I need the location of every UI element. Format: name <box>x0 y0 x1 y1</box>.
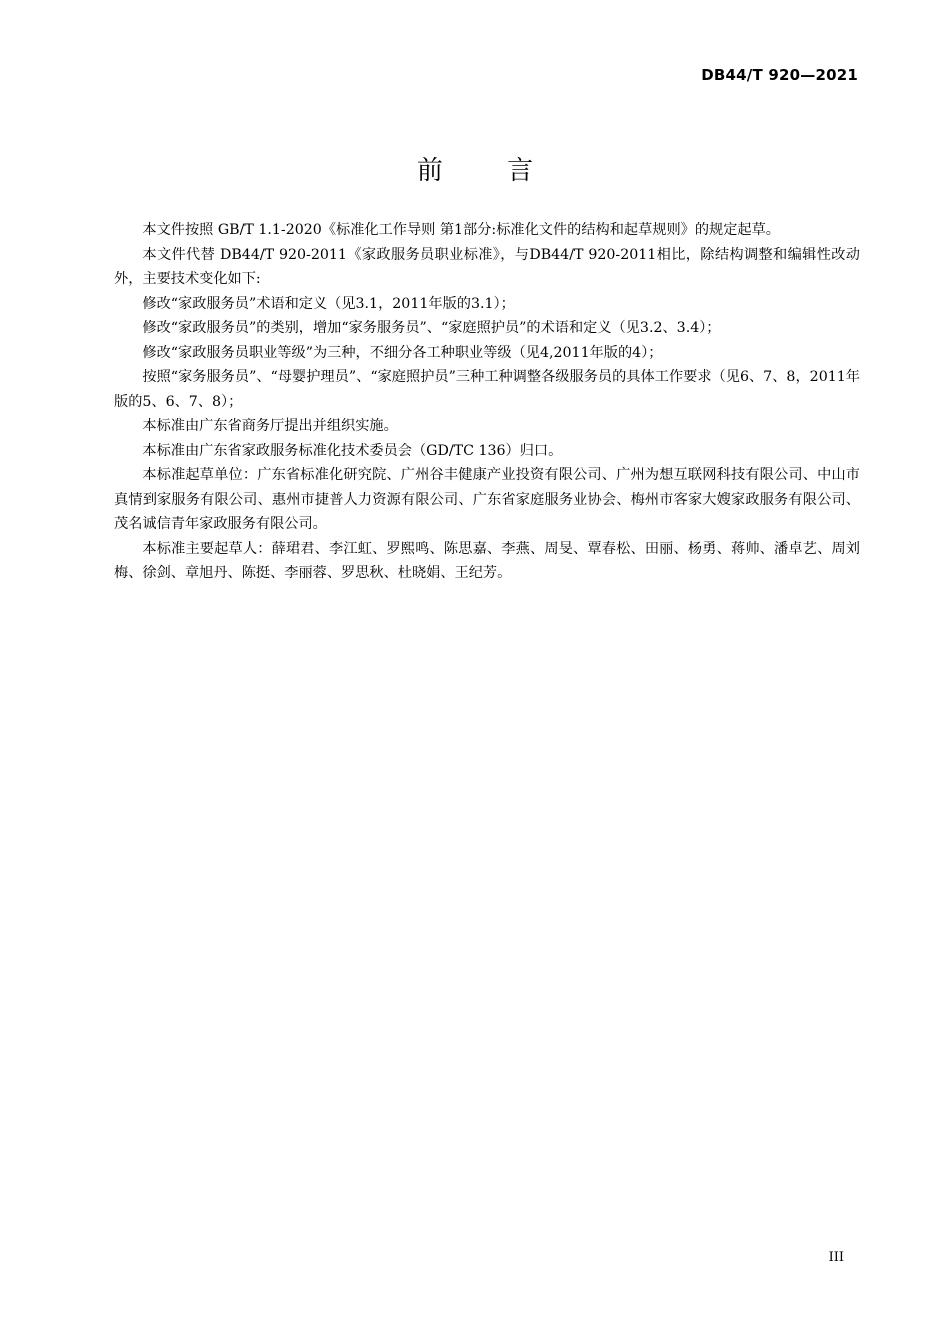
paragraph-change-2: 修改“家政服务员”的类别，增加“家务服务员”、“家庭照护员”的术语和定义（见3.2、3.4）； <box>142 320 721 336</box>
paragraph-committee: 本标准由广东省家政服务标准化技术委员会（GD/TC 136）归口。 <box>142 442 563 459</box>
document-code: DB44/T 920—2021 <box>701 66 858 84</box>
paragraph-drafting-units: 本标准起草单位：广东省标准化研究院、广州谷丰健康产业投资有限公司、广州为想互联网科技有限公司、中山市真情到家服务有限公司、惠州市捷普人力资源有限公司、广东省家庭服务业协会、梅州市客家大嫂家政服务有限公司、茂名诚信青年家政服务有限公司。 <box>114 467 860 532</box>
foreword-body <box>114 218 860 586</box>
paragraph-change-1: 修改“家政服务员”术语和定义（见3.1，2011年版的3.1）； <box>142 295 515 312</box>
paragraph-drafting-rules: 本文件按照 GB/T 1.1-2020《标准化工作导则 第1部分:标准化文件的结构和起草规则》的规定起草。 <box>142 222 780 238</box>
paragraph-drafters: 本标准主要起草人：薛珺君、李江虹、罗熙鸣、陈思嘉、李燕、周旻、覃春松、田丽、杨勇、蒋帅、潘卓艺、周刘梅、徐剑、章旭丹、陈挺、李丽蓉、罗思秋、杜晓娟、王纪芳。 <box>114 540 860 581</box>
paragraph-proposer: 本标准由广东省商务厅提出并组织实施。 <box>142 418 398 434</box>
paragraph-change-3: 修改“家政服务员职业等级”为三种，不细分各工种职业等级（见4,2011年版的4）； <box>142 344 663 361</box>
paragraph-replacement: 本文件代替 DB44/T 920-2011《家政服务员职业标准》，与DB44/T 920-2011相比，除结构调整和编辑性改动外，主要技术变化如下: <box>114 246 860 287</box>
page-title: 前 言 <box>416 156 562 186</box>
page-number: III <box>828 1250 844 1265</box>
paragraph-change-4: 按照“家务服务员”、“母婴护理员”、“家庭照护员”三种工种调整各级服务员的具体工作要求（见6、7、8，2011年版的5、6、7、8）； <box>114 369 860 410</box>
